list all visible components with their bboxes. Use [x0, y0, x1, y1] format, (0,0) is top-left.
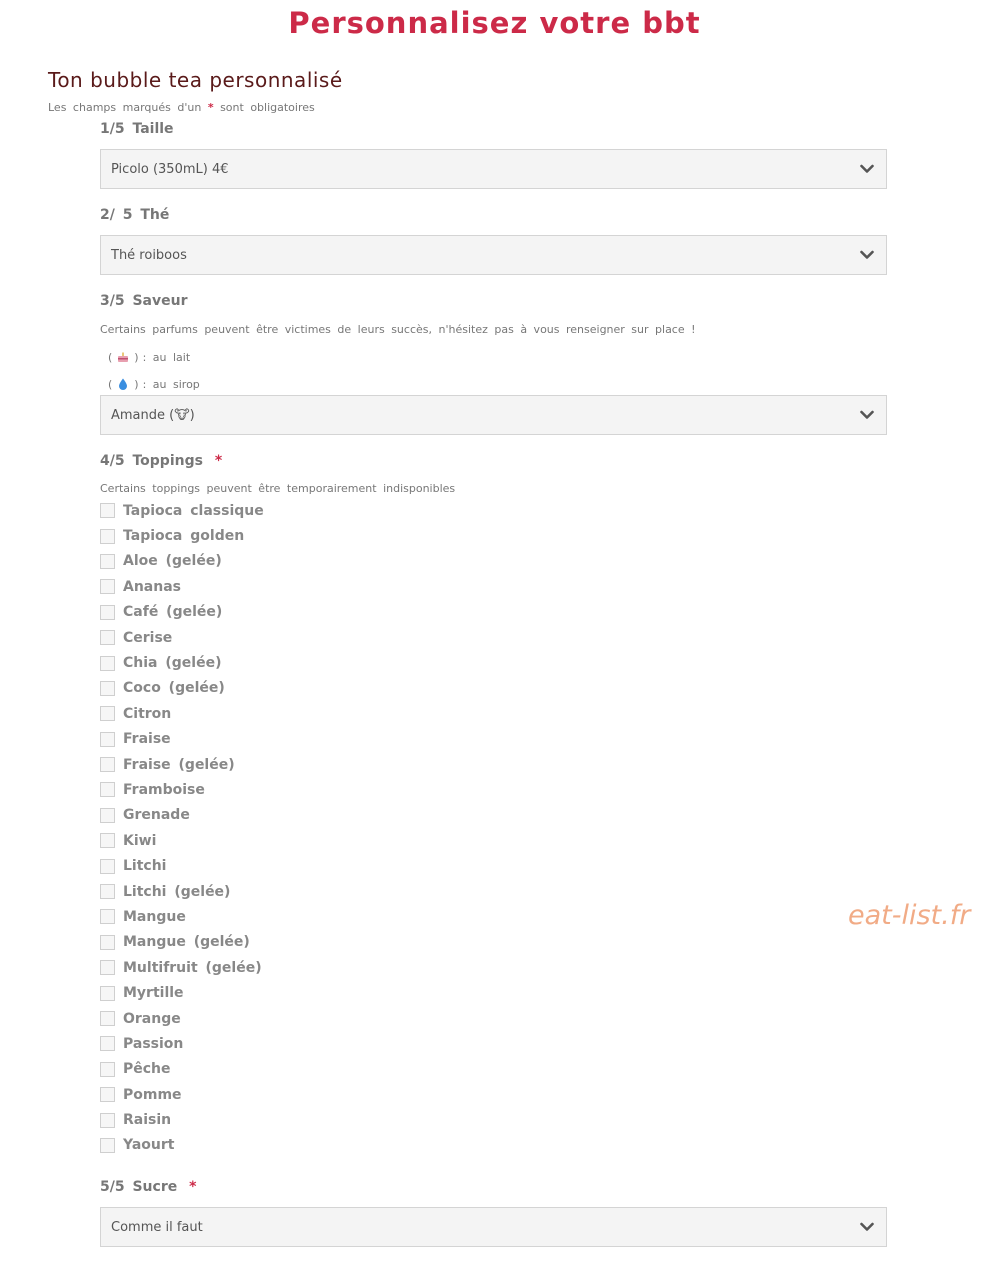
topping-label: Litchi — [123, 858, 167, 875]
required-fields-note — [48, 101, 315, 114]
legend-milk: ( ) : au lait — [108, 350, 191, 364]
topping-option[interactable] — [100, 498, 264, 523]
topping-option[interactable] — [100, 1057, 264, 1082]
topping-checkbox[interactable] — [100, 1062, 115, 1077]
topping-label: Chia (gelée) — [123, 655, 222, 672]
topping-checkbox[interactable] — [100, 1138, 115, 1153]
topping-label: Multifruit (gelée) — [123, 959, 262, 976]
topping-checkbox[interactable] — [100, 605, 115, 620]
topping-checkbox[interactable] — [100, 1113, 115, 1128]
topping-checkbox[interactable] — [100, 935, 115, 950]
topping-option[interactable] — [100, 803, 264, 828]
topping-label: Cerise — [123, 629, 173, 646]
topping-option[interactable] — [100, 676, 264, 701]
topping-label: Mangue (gelée) — [123, 934, 250, 951]
tea-label: 2/ 5 Thé — [100, 207, 170, 223]
topping-label: Yaourt — [123, 1137, 175, 1154]
required-note-text-before: Les champs marqués d'un — [48, 101, 202, 114]
topping-checkbox[interactable] — [100, 630, 115, 645]
size-select[interactable] — [100, 149, 887, 189]
sugar-select[interactable] — [100, 1207, 887, 1247]
topping-label: Passion — [123, 1035, 184, 1052]
sugar-select-value: Comme il faut — [111, 1219, 203, 1235]
topping-option[interactable] — [100, 1082, 264, 1107]
topping-checkbox[interactable] — [100, 529, 115, 544]
required-star: * — [214, 453, 223, 469]
topping-option[interactable] — [100, 930, 264, 955]
topping-checkbox[interactable] — [100, 554, 115, 569]
topping-label: Framboise — [123, 781, 205, 798]
topping-checkbox[interactable] — [100, 986, 115, 1001]
topping-option[interactable] — [100, 955, 264, 980]
topping-label: Kiwi — [123, 832, 157, 849]
flavor-select[interactable] — [100, 395, 887, 435]
topping-option[interactable] — [100, 777, 264, 802]
topping-option[interactable] — [100, 1133, 264, 1158]
chevron-down-icon — [858, 160, 876, 178]
topping-label: Café (gelée) — [123, 604, 223, 621]
topping-label: Fraise — [123, 731, 171, 748]
topping-label: Tapioca classique — [123, 502, 264, 519]
topping-label: Mangue — [123, 908, 186, 925]
size-select-value: Picolo (350mL) 4€ — [111, 161, 229, 177]
topping-checkbox[interactable] — [100, 1011, 115, 1026]
legend-syrup: ( ) : au sirop — [108, 377, 200, 391]
topping-checkbox[interactable] — [100, 960, 115, 975]
topping-option[interactable] — [100, 828, 264, 853]
tea-select-value: Thé roiboos — [111, 247, 187, 263]
topping-checkbox[interactable] — [100, 706, 115, 721]
topping-option[interactable] — [100, 752, 264, 777]
topping-option[interactable] — [100, 1107, 264, 1132]
topping-label: Tapioca golden — [123, 528, 245, 545]
topping-label: Orange — [123, 1010, 181, 1027]
topping-option[interactable] — [100, 879, 264, 904]
topping-checkbox[interactable] — [100, 757, 115, 772]
topping-label: Raisin — [123, 1112, 172, 1129]
sugar-label-text: 5/5 Sucre — [100, 1179, 178, 1195]
chevron-down-icon — [858, 1218, 876, 1236]
topping-option[interactable] — [100, 727, 264, 752]
topping-option[interactable] — [100, 853, 264, 878]
sugar-label — [100, 1179, 196, 1195]
required-note-text-after: sont obligatoires — [220, 101, 315, 114]
toppings-label-text: 4/5 Toppings — [100, 453, 203, 469]
topping-checkbox[interactable] — [100, 1036, 115, 1051]
topping-label: Aloe (gelée) — [123, 553, 222, 570]
topping-label: Grenade — [123, 807, 190, 824]
topping-option[interactable] — [100, 1031, 264, 1056]
topping-checkbox[interactable] — [100, 681, 115, 696]
chevron-down-icon — [858, 246, 876, 264]
required-star: * — [207, 101, 214, 114]
topping-checkbox[interactable] — [100, 859, 115, 874]
topping-label: Ananas — [123, 578, 181, 595]
flavor-label: 3/5 Saveur — [100, 293, 188, 309]
topping-checkbox[interactable] — [100, 732, 115, 747]
toppings-info: Certains toppings peuvent être temporairement indisponibles — [100, 482, 456, 495]
topping-option[interactable] — [100, 650, 264, 675]
topping-label: Citron — [123, 705, 172, 722]
topping-checkbox[interactable] — [100, 909, 115, 924]
topping-option[interactable] — [100, 574, 264, 599]
topping-option[interactable] — [100, 980, 264, 1005]
topping-checkbox[interactable] — [100, 808, 115, 823]
legend-syrup-text: : au sirop — [142, 377, 200, 391]
topping-checkbox[interactable] — [100, 782, 115, 797]
legend-milk-text: : au lait — [142, 350, 191, 364]
topping-label: Litchi (gelée) — [123, 883, 231, 900]
topping-option[interactable] — [100, 625, 264, 650]
topping-label: Fraise (gelée) — [123, 756, 235, 773]
topping-option[interactable] — [100, 1006, 264, 1031]
topping-option[interactable] — [100, 600, 264, 625]
topping-checkbox[interactable] — [100, 579, 115, 594]
page-title: Personnalisez votre bbt — [288, 6, 701, 40]
tea-select[interactable] — [100, 235, 887, 275]
topping-option[interactable] — [100, 701, 264, 726]
topping-checkbox[interactable] — [100, 884, 115, 899]
toppings-list — [100, 498, 264, 1158]
topping-label: Coco (gelée) — [123, 680, 225, 697]
cake-icon — [116, 350, 130, 364]
required-star: * — [189, 1179, 197, 1195]
form-title: Ton bubble tea personnalisé — [48, 68, 343, 92]
topping-option[interactable] — [100, 523, 264, 548]
topping-label: Myrtille — [123, 985, 184, 1002]
flavor-info: Certains parfums peuvent être victimes de leurs succès, n'hésitez pas à vous renseigner sur place ! — [100, 323, 696, 336]
chevron-down-icon — [858, 406, 876, 424]
topping-checkbox[interactable] — [100, 1087, 115, 1102]
topping-label: Pomme — [123, 1086, 182, 1103]
topping-option[interactable] — [100, 904, 264, 929]
topping-checkbox[interactable] — [100, 503, 115, 518]
watermark: eat-list.fr — [848, 900, 971, 931]
topping-option[interactable] — [100, 549, 264, 574]
topping-checkbox[interactable] — [100, 833, 115, 848]
toppings-label — [100, 453, 222, 469]
flavor-select-value: Amande (🐮) — [111, 407, 195, 423]
droplet-icon — [116, 377, 130, 391]
size-label: 1/5 Taille — [100, 121, 174, 137]
topping-label: Pêche — [123, 1061, 171, 1078]
topping-checkbox[interactable] — [100, 656, 115, 671]
